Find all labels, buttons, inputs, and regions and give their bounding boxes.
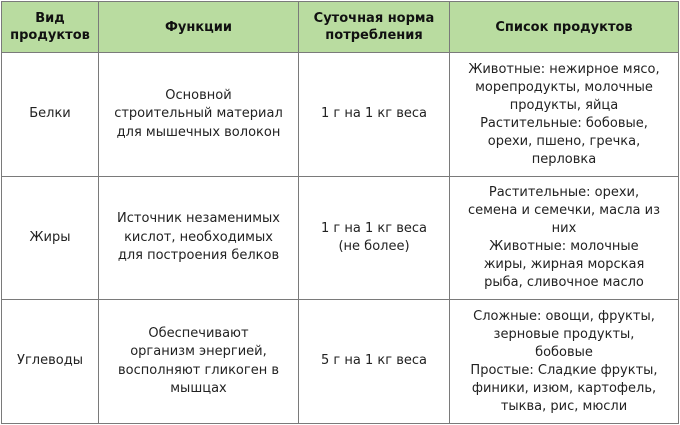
cell-products: Животные: нежирное мясо, морепродукты, молочные продукты, яйца Растительные: бобовые, орехи, пшено, гречка, перловка <box>450 53 679 177</box>
cell-function: Источник незаменимых кислот, необходимых для построения белков <box>99 177 299 300</box>
cell-type: Белки <box>2 53 99 177</box>
header-daily-norm: Суточная норма потребления <box>299 2 450 53</box>
table-row <box>2 53 679 177</box>
cell-type: Жиры <box>2 177 99 300</box>
header-functions: Функции <box>99 2 299 53</box>
cell-norm: 1 г на 1 кг веса (не более) <box>299 177 450 300</box>
cell-norm: 5 г на 1 кг веса <box>299 300 450 424</box>
nutrition-table <box>1 1 679 424</box>
cell-type: Углеводы <box>2 300 99 424</box>
header-row <box>2 2 679 53</box>
cell-function: Обеспечивают организм энергией, восполняют гликоген в мышцах <box>99 300 299 424</box>
cell-products: Сложные: овощи, фрукты, зерновые продукты, бобовые Простые: Сладкие фрукты, финики, изюм, картофель, тыква, рис, мюсли <box>450 300 679 424</box>
cell-products: Растительные: орехи, семена и семечки, масла из них Животные: молочные жиры, жирная морская рыба, сливочное масло <box>450 177 679 300</box>
cell-function: Основной строительный материал для мышечных волокон <box>99 53 299 177</box>
cell-norm: 1 г на 1 кг веса <box>299 53 450 177</box>
table-row <box>2 300 679 424</box>
header-product-type: Вид продуктов <box>2 2 99 53</box>
table-row <box>2 177 679 300</box>
header-product-list: Список продуктов <box>450 2 679 53</box>
